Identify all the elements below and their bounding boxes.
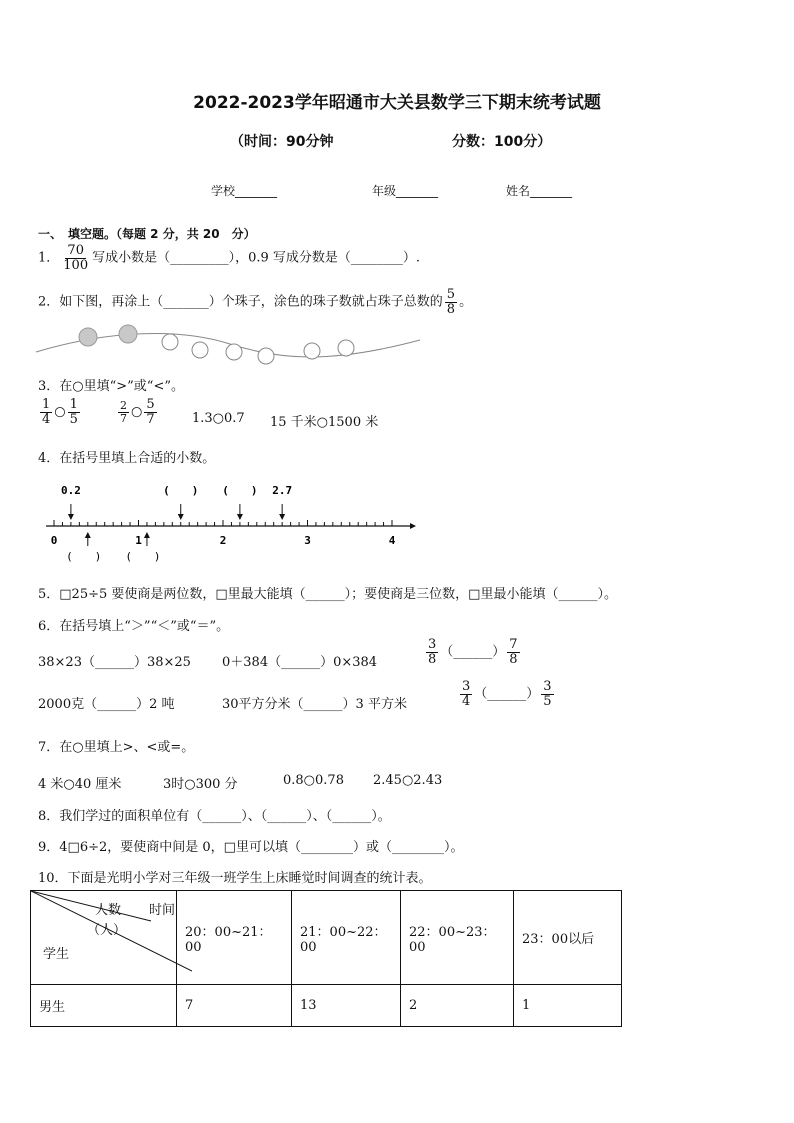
table-header-cell: 23：00以后 xyxy=(514,891,622,985)
compare-6c: $\frac{3}{8}$ （______） $\frac{7}{8}$ xyxy=(428,637,518,667)
pointer-arrowhead xyxy=(279,514,285,520)
bead xyxy=(304,343,320,359)
question-10: 10．下面是光明小学对三年级一班学生上床睡觉时间调查的统计表。 xyxy=(38,871,432,886)
fraction: $\frac{5}{8}$ xyxy=(446,287,456,317)
number-line-figure xyxy=(40,480,430,570)
axis-label: 0 xyxy=(50,534,58,547)
compare-7c: 0.8○0.78 xyxy=(283,773,344,788)
compare-d: 15 千米○1500 米 xyxy=(270,415,379,430)
question-7: 7．在○里填上>、<或=。 xyxy=(38,740,195,755)
table-cell: 1 xyxy=(514,985,622,1027)
pointer-arrowhead xyxy=(68,514,74,520)
corner-count-label: 人数 xyxy=(95,903,122,918)
table-cell: 13 xyxy=(292,985,401,1027)
table-cell: 2 xyxy=(401,985,514,1027)
compare-b: $\frac{2}{7}$ ○ $\frac{5}{7}$ xyxy=(120,397,155,427)
question-2: 2．如下图，再涂上（_______）个珠子，涂色的珠子数就占珠子总数的 $\frac{5}{8}$ 。 xyxy=(38,287,473,317)
compare-6e: 30平方分米（______）3 平方米 xyxy=(222,697,407,712)
question-6: 6．在括号填上“＞”“＜”或“＝”。 xyxy=(38,619,230,634)
corner-time-label: 时间 xyxy=(149,903,176,918)
bead xyxy=(338,340,354,356)
top-label: 2.7 xyxy=(272,484,293,497)
compare-6a: 38×23（______）38×25 xyxy=(38,655,191,670)
shaded-bead xyxy=(119,325,137,343)
table-corner-cell xyxy=(31,891,177,985)
top-label: ( ) xyxy=(222,484,258,497)
question-5: 5．□25÷5 要使商是两位数，□里最大能填（______）；要使商是三位数，□里最小能填（______）。 xyxy=(38,587,617,602)
top-label: ( ) xyxy=(163,484,199,497)
sleep-time-table xyxy=(30,890,622,1027)
pointer-arrowhead xyxy=(178,514,184,520)
exam-score: 分数：100分） xyxy=(452,134,552,150)
compare-7b: 3时○300 分 xyxy=(163,777,238,792)
bead xyxy=(192,342,208,358)
compare-7a: 4 米○40 厘米 xyxy=(38,777,122,792)
question-1: 1． $\frac{70}{100}$ 写成小数是（_________），0.9 写成分数是（________）. xyxy=(38,243,421,273)
axis-label: 3 xyxy=(304,534,311,547)
axis-label: 1 xyxy=(135,534,142,547)
bottom-label: ( ) xyxy=(66,550,102,563)
question-4: 4．在括号里填上合适的小数。 xyxy=(38,451,216,466)
table-cell: 7 xyxy=(177,985,292,1027)
axis-arrow xyxy=(410,523,416,529)
page-title: 2022-2023学年昭通市大关县数学三下期末统考试题 xyxy=(193,93,601,113)
bead xyxy=(226,344,242,360)
question-9: 9．4□6÷2，要使商中间是 0，□里可以填（________）或（________）。 xyxy=(38,840,464,855)
axis-label: 4 xyxy=(388,534,396,547)
table-header-cell: 21：00~22：00 xyxy=(292,891,401,985)
compare-6d: 2000克（______）2 吨 xyxy=(38,697,175,712)
pointer-arrowhead xyxy=(144,532,150,538)
table-header-cell: 22：00~23：00 xyxy=(401,891,514,985)
compare-7d: 2.45○2.43 xyxy=(373,773,443,788)
compare-6b: 0＋384（______）0×384 xyxy=(222,655,378,670)
compare-6f: $\frac{3}{4}$ （______） $\frac{3}{5}$ xyxy=(462,679,552,709)
bead xyxy=(162,334,178,350)
axis-label: 2 xyxy=(219,534,227,547)
bead-string-figure xyxy=(30,318,430,368)
shaded-bead xyxy=(79,328,97,346)
table-header-cell: 20：00~21：00 xyxy=(177,891,292,985)
corner-student-label: 学生 xyxy=(43,947,70,962)
grade-field[interactable]: 年级_______ xyxy=(372,184,439,198)
pointer-arrowhead xyxy=(237,514,243,520)
question-3: 3．在○里填“>”或“<”。 xyxy=(38,379,184,394)
fraction: $\frac{70}{100}$ xyxy=(63,243,89,273)
row-label: 男生 xyxy=(31,985,177,1027)
compare-c: 1.3○0.7 xyxy=(192,411,245,426)
compare-a: $\frac{1}{4}$ ○ $\frac{1}{5}$ xyxy=(42,397,78,427)
question-8: 8．我们学过的面积单位有（______）、（______）、（______）。 xyxy=(38,809,391,824)
table-row xyxy=(31,985,622,1027)
section-heading: 一、 填空题。（每题 2 分，共 20 分） xyxy=(38,227,256,241)
school-field[interactable]: 学校_______ xyxy=(211,184,278,198)
corner-unit-label: （人） xyxy=(87,923,127,938)
bead xyxy=(258,348,274,364)
pointer-arrowhead xyxy=(85,532,91,538)
name-field[interactable]: 姓名_______ xyxy=(506,184,573,198)
exam-time: （时间：90分钟 xyxy=(230,134,334,150)
bottom-label: ( ) xyxy=(125,550,161,563)
top-label: 0.2 xyxy=(60,484,81,497)
